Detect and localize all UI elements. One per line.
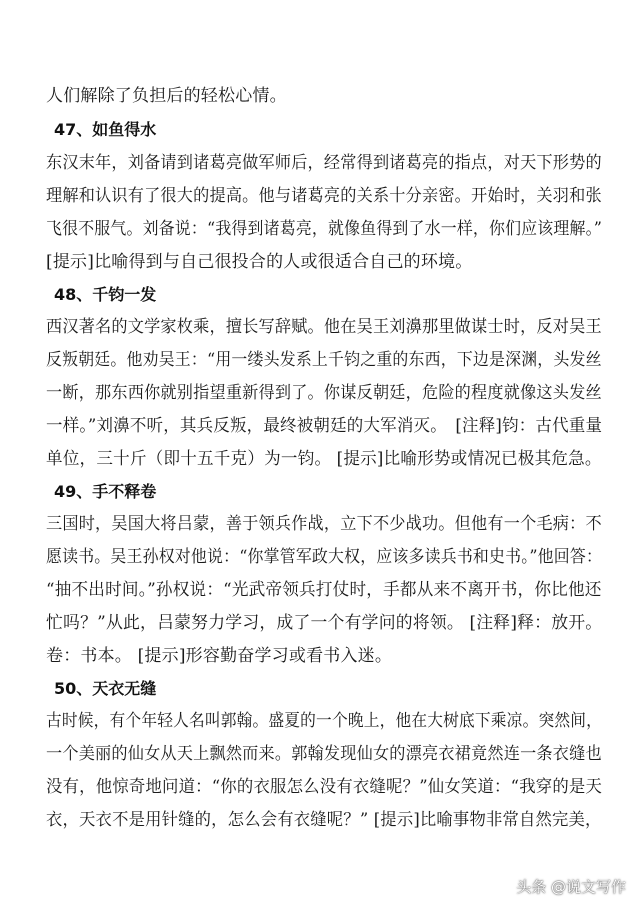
section-heading-48: 48、千钧一发 xyxy=(54,285,157,304)
text-line: 飞很不服气。刘备说：“我得到诸葛亮，就像鱼得到了水一样，你们应该理解。” xyxy=(46,219,603,239)
text-line: 单位，三十斤（即十五千克）为一钧。 [提示]比喻形势或情况已极其危急。 xyxy=(46,449,602,469)
text-line: 人们解除了负担后的轻松心情。 xyxy=(46,86,287,106)
watermark: 头条 @说文写作 xyxy=(516,878,626,896)
text-line: 一个美丽的仙女从天上飘然而来。郭翰发现仙女的漂亮衣裙竟然连一条衣缝也 xyxy=(46,744,602,764)
text-line: 理解和认识有了很大的提高。他与诸葛亮的关系十分亲密。开始时，关羽和张 xyxy=(46,186,602,206)
text-line: 西汉著名的文学家枚乘，擅长写辞赋。他在吴王刘濞那里做谋士时，反对吴王 xyxy=(46,317,602,337)
text-line: 古时候，有个年轻人名叫郭翰。盛夏的一个晚上，他在大树底下乘凉。突然间， xyxy=(46,711,602,731)
text-line: 反叛朝廷。他劝吴王：“用一缕头发系上千钧之重的东西，下边是深渊，头发丝 xyxy=(46,350,602,370)
text-line: 没有，他惊奇地问道：“你的衣服怎么没有衣缝呢？”仙女笑道：“我穿的是天 xyxy=(46,777,603,797)
section-heading-49: 49、手不释卷 xyxy=(54,482,157,501)
text-line: 一断，那东西你就别指望重新得到了。你谋反朝廷，危险的程度就像这头发丝 xyxy=(46,383,602,403)
text-line: 愿读书。吴王孙权对他说：“你掌管军政大权，应该多读兵书和史书。”他回答： xyxy=(46,547,603,567)
text-line: 东汉末年，刘备请到诸葛亮做军师后，经常得到诸葛亮的指点，对天下形势的 xyxy=(46,153,602,173)
section-heading-50: 50、天衣无缝 xyxy=(54,679,157,698)
text-line: 衣，天衣不是用针缝的，怎么会有衣缝呢？” [提示]比喻事物非常自然完美， xyxy=(46,810,602,830)
text-line: 卷：书本。 [提示]形容勤奋学习或看书入迷。 xyxy=(46,646,393,666)
text-line: “抽不出时间。”孙权说：“光武帝领兵打仗时，手都从来不离开书，你比他还 xyxy=(46,580,602,600)
section-heading-47: 47、如鱼得水 xyxy=(54,120,157,139)
text-line: 一样。”刘濞不听，其兵反叛，最终被朝廷的大军消灭。 [注释]钧：古代重量 xyxy=(46,416,603,436)
text-line: [提示]比喻得到与自己很投合的人或很适合自己的环境。 xyxy=(46,252,473,272)
text-line: 忙吗？”从此，吕蒙努力学习，成了一个有学问的将领。 [注释]释：放开。 xyxy=(46,613,603,633)
text-line: 三国时，吴国大将吕蒙，善于领兵作战，立下不少战功。但他有一个毛病：不 xyxy=(46,514,602,534)
